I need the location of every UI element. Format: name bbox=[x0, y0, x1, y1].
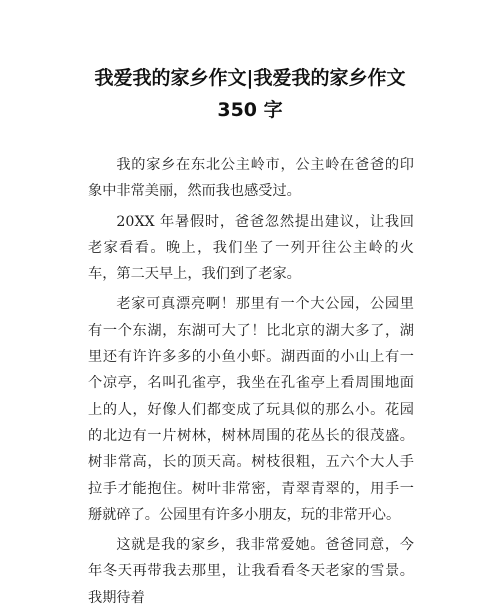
title-line-1: 我爱我的家乡作文|我爱我的家乡作文 bbox=[94, 67, 406, 89]
paragraph-4: 这就是我的家乡，我非常爱她。爸爸同意，今年冬天再带我去那里，让我看看冬天老家的雪景。我期待着 bbox=[88, 537, 414, 606]
paragraph-2: 20XX 年暑假时，爸爸忽然提出建议，让我回老家看看。晚上，我们坐了一列开往公主岭的火车，第二天早上，我们到了老家。 bbox=[88, 213, 414, 283]
paragraph-3: 老家可真漂亮啊！那里有一个大公园，公园里有一个东湖，东湖可大了！比北京的湖大多了，湖里还有许许多多的小鱼小虾。湖西面的小山上有一个凉亭，名叫孔雀亭，我坐在孔雀亭上看周围地面上的人，好像人们都变成了玩具似的那么小。花园的北边有一片树林，树林周围的花丛长的很茂盛。树非常高，长的顶天高。树枝很粗，五六个大人手拉手才能抱住。树叶非常密，青翠青翠的，用手一掰就碎了。公园里有许多小朋友，玩的非常开心。 bbox=[88, 296, 414, 523]
document-title bbox=[70, 62, 430, 126]
document-body bbox=[88, 152, 414, 615]
title-line-2: 350 字 bbox=[217, 99, 283, 121]
paragraph-1: 我的家乡在东北公主岭市，公主岭在爸爸的印象中非常美丽，然而我也感受过。 bbox=[88, 157, 414, 200]
